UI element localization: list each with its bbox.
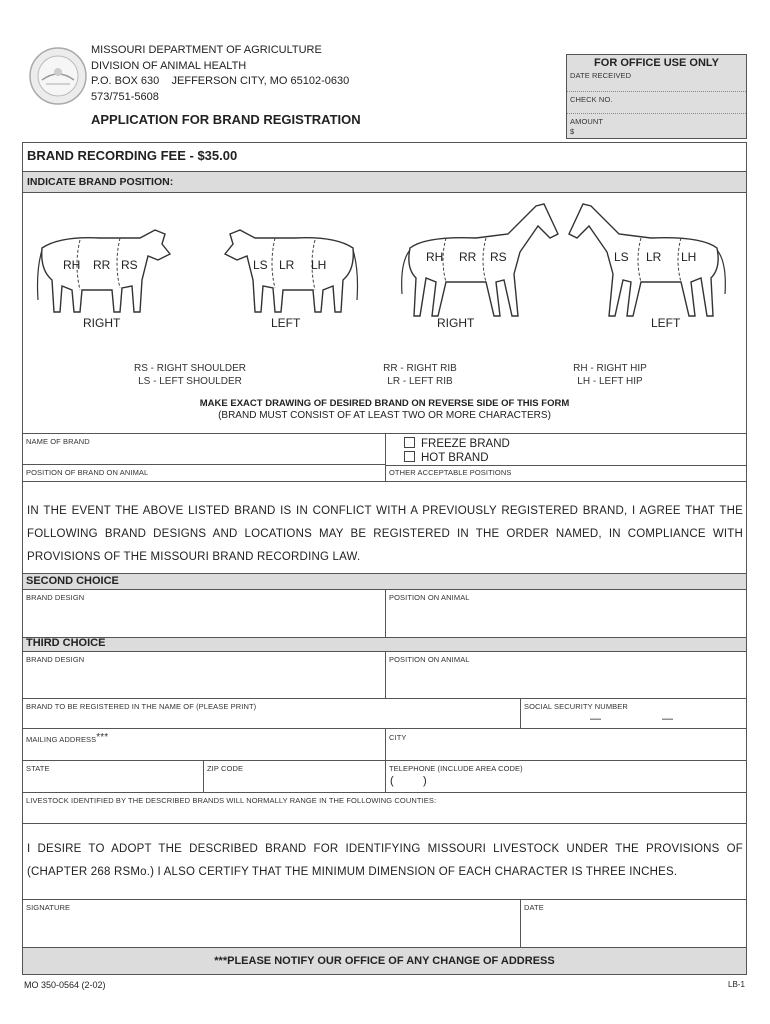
cattle-diagram [30, 220, 365, 335]
freeze-brand-label: FREEZE BRAND [421, 438, 510, 450]
agency-phone: 573/751-5608 [91, 90, 159, 103]
office-use-box [566, 54, 747, 139]
agency-line-2: DIVISION OF ANIMAL HEALTH [91, 59, 247, 72]
cow-right-caption: RIGHT [83, 316, 121, 330]
counties-field[interactable] [23, 805, 746, 823]
office-use-title: FOR OFFICE USE ONLY [594, 57, 719, 69]
ssn-dash-1: — [590, 713, 601, 725]
legend-shoulder [110, 362, 270, 388]
third-brand-design-label: BRAND DESIGN [26, 655, 85, 664]
cow-left-ls: LS [253, 258, 268, 272]
second-brand-design-field[interactable] [23, 600, 384, 636]
second-position-label: POSITION ON ANIMAL [389, 593, 470, 602]
mailing-address-text: MAILING ADDRESS [26, 735, 97, 744]
telephone-area-close: ) [423, 775, 427, 787]
ssn-dash-2: — [662, 713, 673, 725]
third-position-field[interactable] [386, 662, 746, 698]
registered-name-label: BRAND TO BE REGISTERED IN THE NAME OF (PLEASE PRINT) [26, 702, 257, 711]
agency-header [91, 43, 349, 105]
ssn-field[interactable] [521, 710, 746, 728]
horse-diagram [396, 198, 731, 333]
legend-rib [350, 362, 490, 388]
address-change-notice: ***PLEASE NOTIFY OUR OFFICE OF ANY CHANGE OF ADDRESS [214, 955, 555, 967]
cow-right-rr: RR [93, 258, 111, 272]
horse-right-rs: RS [490, 250, 507, 264]
telephone-label: TELEPHONE (INCLUDE AREA CODE) [389, 764, 523, 773]
state-seal [28, 46, 88, 106]
form-code: LB-1 [728, 980, 745, 989]
legend-ls: LS - LEFT SHOULDER [138, 376, 242, 387]
legend-rr: RR - RIGHT RIB [383, 363, 457, 374]
telephone-area-open: ( [390, 775, 394, 787]
other-positions-label: OTHER ACCEPTABLE POSITIONS [389, 468, 512, 477]
date-received-label: DATE RECEIVED [570, 71, 632, 80]
zip-label: ZIP CODE [207, 764, 244, 773]
form-number: MO 350-0564 (2-02) [24, 980, 106, 990]
state-label: STATE [26, 764, 50, 773]
mailing-address-mark: *** [96, 732, 109, 743]
name-of-brand-label: NAME OF BRAND [26, 437, 90, 446]
freeze-brand-option[interactable] [404, 437, 510, 450]
brand-position-heading: INDICATE BRAND POSITION: [27, 176, 174, 188]
signature-field[interactable] [23, 912, 519, 946]
cow-right-rs: RS [121, 258, 138, 272]
legend-rs: RS - RIGHT SHOULDER [133, 363, 247, 374]
hot-brand-label: HOT BRAND [421, 452, 489, 464]
amount-dollar: $ [570, 127, 575, 136]
freeze-brand-checkbox[interactable] [404, 437, 415, 448]
city-label: CITY [389, 733, 407, 742]
hot-brand-checkbox[interactable] [404, 451, 415, 462]
cow-left-caption: LEFT [271, 316, 301, 330]
instruction-line-1: MAKE EXACT DRAWING OF DESIRED BRAND ON REVERSE SIDE OF THIS FORM [199, 398, 570, 409]
telephone-field[interactable] [386, 773, 746, 791]
horse-left-caption: LEFT [651, 316, 681, 330]
name-of-brand-field[interactable] [23, 434, 384, 464]
legend-lh: LH - LEFT HIP [577, 376, 643, 387]
horse-left-lr: LR [646, 250, 662, 264]
instruction-line-2: (BRAND MUST CONSIST OF AT LEAST TWO OR MORE CHARACTERS) [218, 410, 551, 421]
third-position-label: POSITION ON ANIMAL [389, 655, 470, 664]
cow-right-rh: RH [63, 258, 81, 272]
counties-label: LIVESTOCK IDENTIFIED BY THE DESCRIBED BRANDS WILL NORMALLY RANGE IN THE FOLLOWING COUNTIES: [26, 796, 437, 805]
mailing-address-field[interactable] [23, 742, 384, 759]
horse-right-rr: RR [459, 250, 477, 264]
state-field[interactable] [23, 773, 202, 791]
city-field[interactable] [386, 742, 746, 759]
horse-right-caption: RIGHT [437, 316, 475, 330]
check-no-label: CHECK NO. [570, 95, 613, 104]
drawing-instruction [22, 398, 747, 422]
certification-statement: I DESIRE TO ADOPT THE DESCRIBED BRAND FOR IDENTIFYING MISSOURI LIVESTOCK UNDER THE PROVISIONS OF (CHAPTER 268 RSMo.) I ALSO CERTIFY THAT THE MINIMUM DIMENSION OF EACH CHARACTER IS THREE INCHES. [27, 843, 743, 878]
legend-rh: RH - RIGHT HIP [573, 363, 647, 374]
horse-left-lh: LH [681, 250, 697, 264]
hot-brand-option[interactable] [404, 451, 489, 464]
horse-right-rh: RH [426, 250, 444, 264]
legend-lr: LR - LEFT RIB [387, 376, 453, 387]
legend-hip [540, 362, 680, 388]
form-title: APPLICATION FOR BRAND REGISTRATION [91, 112, 361, 127]
registered-name-field[interactable] [23, 710, 519, 728]
date-field[interactable] [521, 912, 746, 946]
horse-left-ls: LS [614, 250, 629, 264]
brand-position-label: POSITION OF BRAND ON ANIMAL [26, 468, 149, 477]
agency-line-1: MISSOURI DEPARTMENT OF AGRICULTURE [91, 44, 322, 56]
second-choice-heading: SECOND CHOICE [26, 575, 119, 587]
fee-title: BRAND RECORDING FEE - $35.00 [27, 148, 238, 163]
ssn-label: SOCIAL SECURITY NUMBER [524, 702, 628, 711]
conflict-statement: IN THE EVENT THE ABOVE LISTED BRAND IS IN CONFLICT WITH A PREVIOUSLY REGISTERED BRAND, I AGREE THAT THE FOLLOWING BRAND DESIGNS AND LOCATIONS MAY BE REGISTERED IN THE ORDER NAMED, IN COMPLIANCE WITH PROVISIONS OF THE MISSOURI BRAND RECORDING LAW. [27, 505, 743, 563]
signature-label: SIGNATURE [26, 903, 71, 912]
date-label: DATE [524, 903, 544, 912]
second-brand-design-label: BRAND DESIGN [26, 593, 85, 602]
cow-left-lr: LR [279, 258, 295, 272]
third-choice-heading: THIRD CHOICE [26, 637, 106, 649]
agency-address: P.O. BOX 630 JEFFERSON CITY, MO 65102-0630 [91, 75, 350, 87]
third-brand-design-field[interactable] [23, 662, 384, 698]
cow-left-lh: LH [311, 258, 327, 272]
second-position-field[interactable] [386, 600, 746, 636]
zip-field[interactable] [204, 773, 384, 791]
amount-label: AMOUNT [570, 117, 604, 126]
